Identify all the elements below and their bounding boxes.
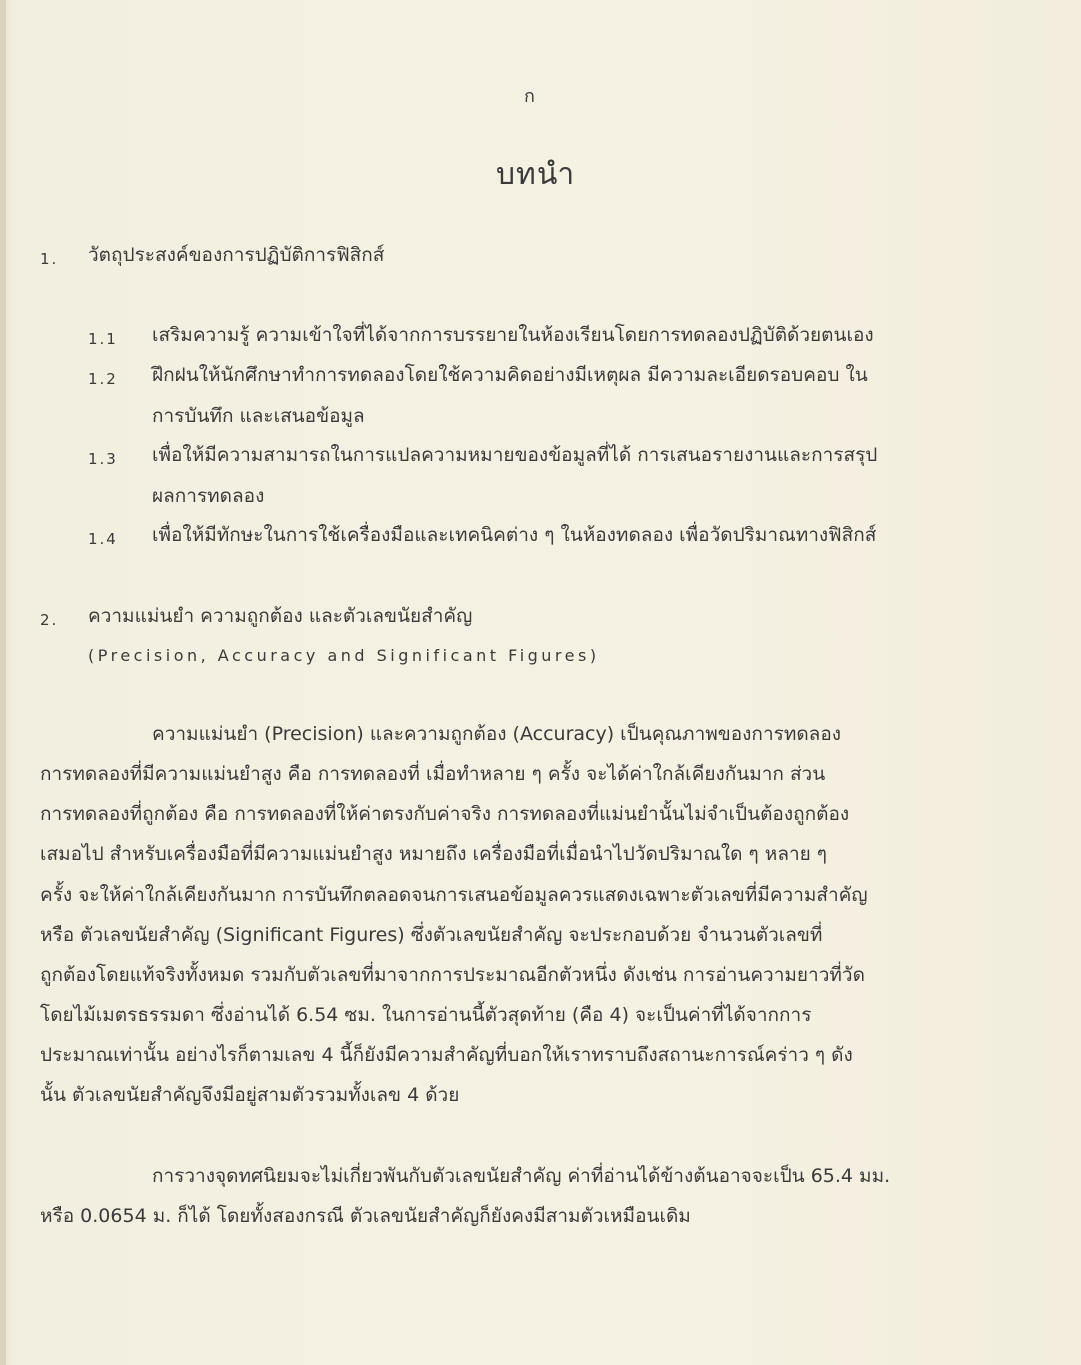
section-1-number: 1. <box>40 250 59 268</box>
item-1-3-number: 1.3 <box>88 450 118 468</box>
item-1-2-text-line-2: การบันทึก และเสนอข้อมูล <box>152 405 365 427</box>
item-1-3-text-line-2: ผลการทดลอง <box>152 485 265 507</box>
paragraph-1-line-7: ถูกต้องโดยแท้จริงทั้งหมด รวมกับตัวเลขที่มาจากการประมาณอีกตัวหนึ่ง ดังเช่น การอ่านความยาวที่วัด <box>40 964 865 986</box>
paragraph-1-line-5: ครั้ง จะให้ค่าใกล้เคียงกันมาก การบันทึกตลอดจนการเสนอข้อมูลควรแสดงเฉพาะตัวเลขที่มีความสำคัญ <box>40 884 868 906</box>
item-1-1-number: 1.1 <box>88 330 118 348</box>
paragraph-1-line-6: หรือ ตัวเลขนัยสำคัญ (Significant Figures) ซึ่งตัวเลขนัยสำคัญ จะประกอบด้วย จำนวนตัวเลขที่ <box>40 924 823 946</box>
paragraph-2-line-2: หรือ 0.0654 ม. ก็ได้ โดยทั้งสองกรณี ตัวเลขนัยสำคัญก็ยังคงมีสามตัวเหมือนเดิม <box>40 1205 691 1227</box>
paragraph-1-line-1: ความแม่นยำ (Precision) และความถูกต้อง (Accuracy) เป็นคุณภาพของการทดลอง <box>152 723 842 745</box>
paragraph-1-line-2: การทดลองที่มีความแม่นยำสูง คือ การทดลองที่ เมื่อทำหลาย ๆ ครั้ง จะได้ค่าใกล้เคียงกันมาก ส่วน <box>40 763 826 785</box>
paragraph-1-line-9: ประมาณเท่านั้น อย่างไรก็ตามเลข 4 นี้ก็ยังมีความสำคัญที่บอกให้เราทราบถึงสถานะการณ์คร่าว ๆ ดัง <box>40 1044 853 1066</box>
section-1-heading: วัตถุประสงค์ของการปฏิบัติการฟิสิกส์ <box>88 244 385 266</box>
paragraph-1-line-8: โดยไม้เมตรธรรมดา ซึ่งอ่านได้ 6.54 ซม. ในการอ่านนี้ตัวสุดท้าย (คือ 4) จะเป็นค่าที่ได้จากการ <box>40 1004 812 1026</box>
paragraph-1-line-4: เสมอไป สำหรับเครื่องมือที่มีความแม่นยำสูง หมายถึง เครื่องมือที่เมื่อนำไปวัดปริมาณใด ๆ หลาย ๆ <box>40 843 828 865</box>
section-2-number: 2. <box>40 611 59 629</box>
paragraph-2-line-1: การวางจุดทศนิยมจะไม่เกี่ยวพันกับตัวเลขนัยสำคัญ ค่าที่อ่านได้ข้างต้นอาจจะเป็น 65.4 มม. <box>152 1165 891 1187</box>
item-1-1-text: เสริมความรู้ ความเข้าใจที่ได้จากการบรรยายในห้องเรียนโดยการทดลองปฏิบัติด้วยตนเอง <box>152 324 874 346</box>
item-1-4-number: 1.4 <box>88 530 118 548</box>
section-2-heading: ความแม่นยำ ความถูกต้อง และตัวเลขนัยสำคัญ <box>88 605 473 627</box>
page-number: ก <box>524 86 535 107</box>
item-1-4-text: เพื่อให้มีทักษะในการใช้เครื่องมือและเทคนิคต่าง ๆ ในห้องทดลอง เพื่อวัดปริมาณทางฟิสิกส์ <box>152 524 877 546</box>
item-1-2-number: 1.2 <box>88 370 118 388</box>
page-edge-shadow <box>0 0 6 1365</box>
paragraph-1-line-3: การทดลองที่ถูกต้อง คือ การทดลองที่ให้ค่าตรงกับค่าจริง การทดลองที่แม่นยำนั้นไม่จำเป็นต้องถูกต้อง <box>40 803 850 825</box>
item-1-2-text-line-1: ฝึกฝนให้นักศึกษาทำการทดลองโดยใช้ความคิดอย่างมีเหตุผล มีความละเอียดรอบคอบ ใน <box>152 364 868 386</box>
paragraph-1-line-10: นั้น ตัวเลขนัยสำคัญจึงมีอยู่สามตัวรวมทั้งเลข 4 ด้วย <box>40 1084 460 1106</box>
item-1-3-text-line-1: เพื่อให้มีความสามารถในการแปลความหมายของข้อมูลที่ได้ การเสนอรายงานและการสรุป <box>152 444 878 466</box>
section-2-subheading: (Precision, Accuracy and Significant Figures) <box>88 646 600 665</box>
page-title: บทนำ <box>496 157 576 192</box>
